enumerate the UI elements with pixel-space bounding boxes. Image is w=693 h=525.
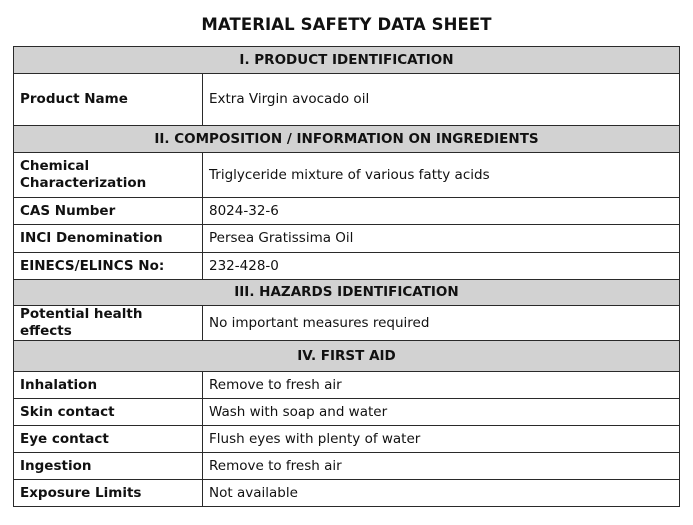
section-heading-product-identification: I. PRODUCT IDENTIFICATION xyxy=(14,47,680,74)
table-row xyxy=(14,426,680,453)
row-value-chemical-characterization: Triglyceride mixture of various fatty acids xyxy=(203,153,680,198)
row-label-product-name: Product Name xyxy=(14,74,203,126)
table-row xyxy=(14,198,680,225)
row-label-inhalation: Inhalation xyxy=(14,372,203,399)
row-value-exposure-limits: Not available xyxy=(203,480,680,507)
section-heading-first-aid: IV. FIRST AID xyxy=(14,341,680,372)
row-label-chemical-characterization: Chemical Characterization xyxy=(14,153,203,198)
document-title: MATERIAL SAFETY DATA SHEET xyxy=(201,15,492,34)
row-label-potential-health-effects: Potential health effects xyxy=(14,306,203,341)
table-row xyxy=(14,153,680,198)
section-heading-hazards: III. HAZARDS IDENTIFICATION xyxy=(14,280,680,306)
table-row xyxy=(14,453,680,480)
row-value-product-name: Extra Virgin avocado oil xyxy=(203,74,680,126)
row-label-eye-contact: Eye contact xyxy=(14,426,203,453)
row-label-skin-contact: Skin contact xyxy=(14,399,203,426)
row-value-potential-health-effects: No important measures required xyxy=(203,306,680,341)
table-row xyxy=(14,225,680,253)
row-value-cas-number: 8024-32-6 xyxy=(203,198,680,225)
row-value-inhalation: Remove to fresh air xyxy=(203,372,680,399)
row-value-skin-contact: Wash with soap and water xyxy=(203,399,680,426)
row-value-einecs-elincs: 232-428-0 xyxy=(203,253,680,280)
row-label-exposure-limits: Exposure Limits xyxy=(14,480,203,507)
row-value-inci-denomination: Persea Gratissima Oil xyxy=(203,225,680,253)
table-row xyxy=(14,480,680,507)
row-value-eye-contact: Flush eyes with plenty of water xyxy=(203,426,680,453)
section-header-row xyxy=(14,341,680,372)
row-label-cas-number: CAS Number xyxy=(14,198,203,225)
table-row xyxy=(14,306,680,341)
section-heading-composition: II. COMPOSITION / INFORMATION ON INGREDIENTS xyxy=(14,126,680,153)
row-value-ingestion: Remove to fresh air xyxy=(203,453,680,480)
table-row xyxy=(14,253,680,280)
section-header-row xyxy=(14,280,680,306)
table-row xyxy=(14,74,680,126)
row-label-inci-denomination: INCI Denomination xyxy=(14,225,203,253)
msds-table xyxy=(13,46,680,507)
table-row xyxy=(14,372,680,399)
section-header-row xyxy=(14,126,680,153)
row-label-einecs-elincs: EINECS/ELINCS No: xyxy=(14,253,203,280)
row-label-ingestion: Ingestion xyxy=(14,453,203,480)
table-row xyxy=(14,399,680,426)
section-header-row xyxy=(14,47,680,74)
